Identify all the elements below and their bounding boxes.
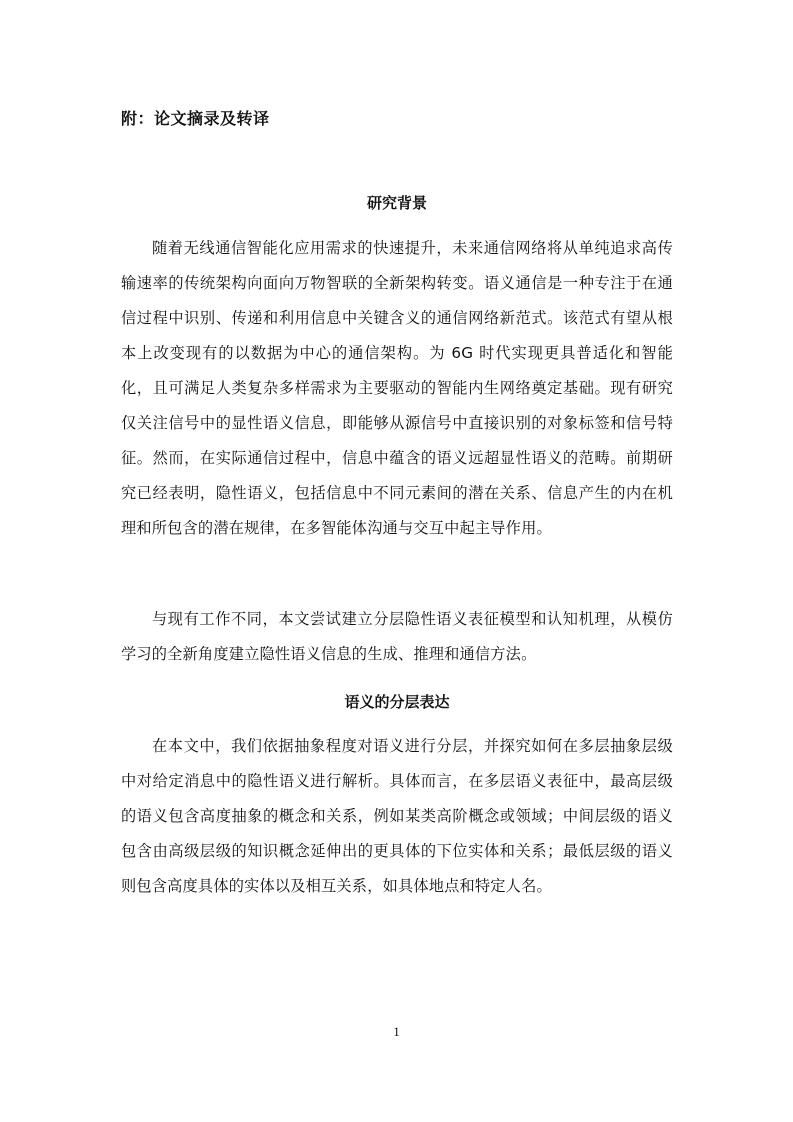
section-heading-semantic-layers: 语义的分层表达 (344, 693, 450, 711)
paragraph-research-background-1: 随着无线通信智能化应用需求的快速提升，未来通信网络将从单纯追求高传输速率的传统架构向面向万物智联的全新架构转变。语义通信是一种专注于在通信过程中识别、传递和利用信息中关键含义的通信网络新范式。该范式有望从根本上改变现有的以数据为中心的通信架构。为 6G 时代实现更具普适化和智能化，且可满足人类复杂多样需求为主要驱动的智能内生网络奠定基础。现有研究仅关注信号中的显性语义信息，即能够从源信号中直接识别的对象标签和信号特征。然而，在实际通信过程中，信息中蕴含的语义远超显性语义的范畴。前期研究已经表明，隐性语义，包括信息中不同元素间的潜在关系、信息产生的内在机理和所包含的潜在规律，在多智能体沟通与交互中起主导作用。 (121, 239, 673, 537)
paragraph-research-background-2: 与现有工作不同，本文尝试建立分层隐性语义表征模型和认知机理，从模仿学习的全新角度建立隐性语义信息的生成、推理和通信方法。 (121, 610, 673, 663)
section-heading-research-background: 研究背景 (366, 194, 427, 212)
appendix-title: 附：论文摘录及转译 (121, 109, 270, 128)
page-number: 1 (393, 1024, 400, 1039)
paragraph-semantic-layers-1: 在本文中，我们依据抽象程度对语义进行分层，并探究如何在多层抽象层级中对给定消息中的隐性语义进行解析。具体而言，在多层语义表征中，最高层级的语义包含高度抽象的概念和关系，例如某类高阶概念或领域；中间层级的语义包含由高级层级的知识概念延伸出的更具体的下位实体和关系；最低层级的语义则包含高度具体的实体以及相互关系，如具体地点和特定人名。 (121, 737, 673, 895)
